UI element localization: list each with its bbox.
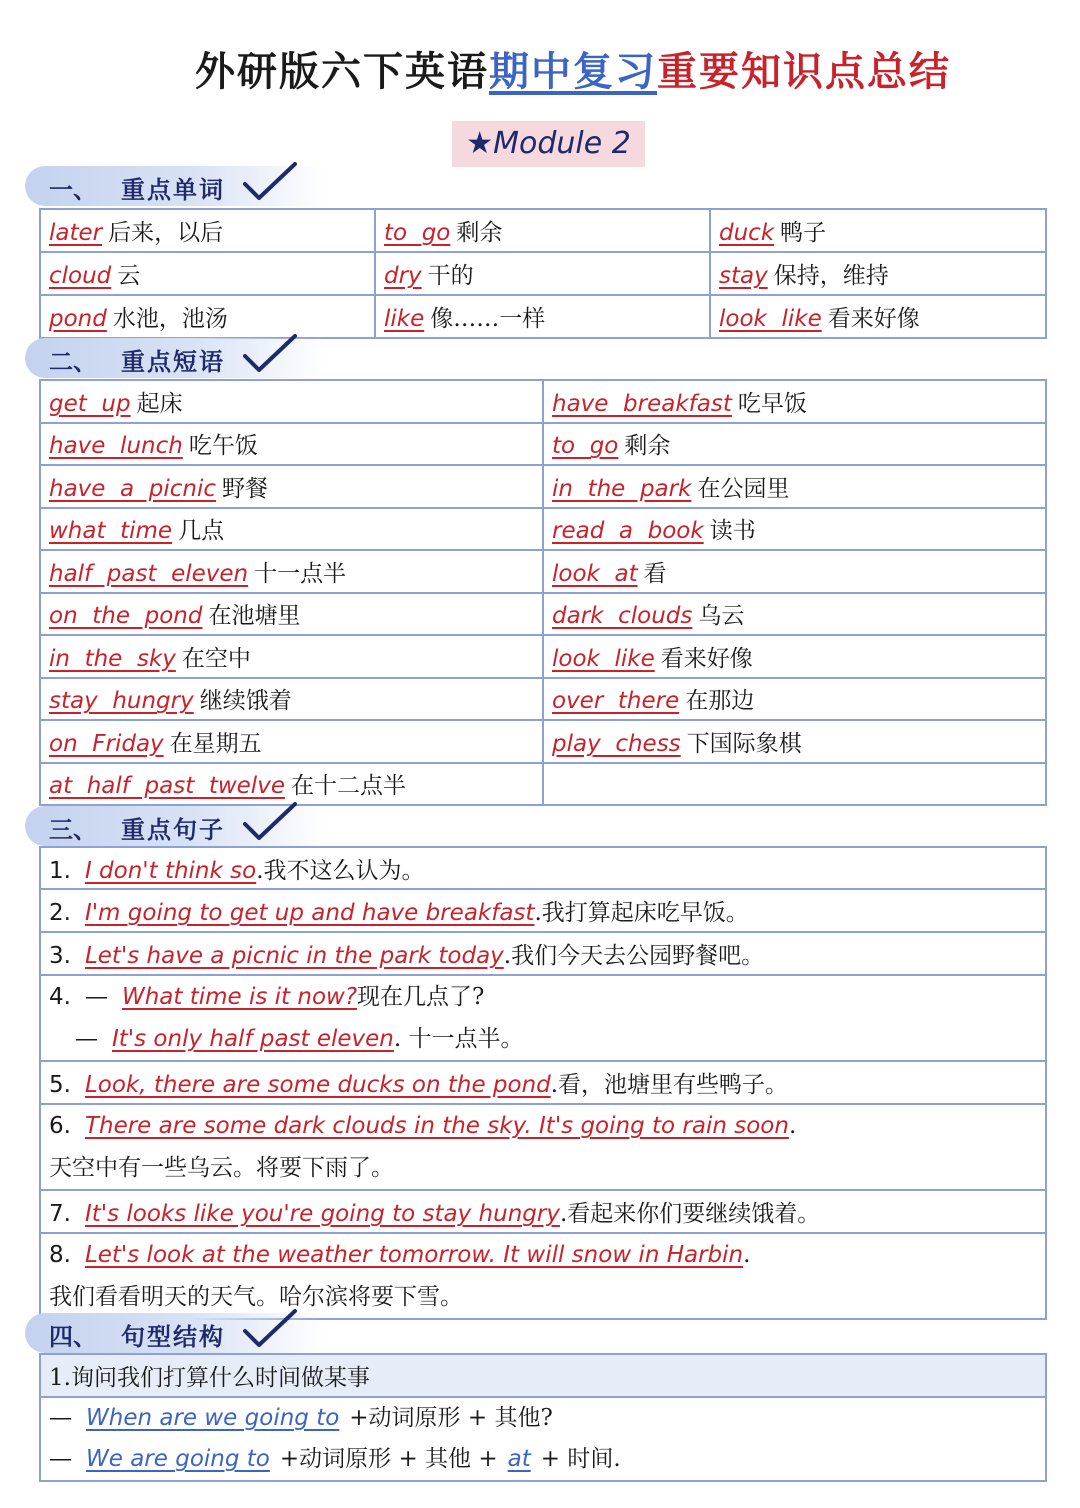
sentence-number: 7. bbox=[49, 1201, 71, 1227]
section-label: 重点单词 bbox=[121, 175, 225, 204]
phrase-zh: 剩余 bbox=[624, 433, 671, 460]
phrases-row bbox=[40, 465, 1046, 508]
word-cell bbox=[710, 209, 1046, 252]
phrase-en: over there bbox=[552, 688, 680, 715]
sentence-zh: . bbox=[743, 1242, 751, 1268]
word-zh: 保持，维持 bbox=[773, 263, 889, 289]
structure-body-row bbox=[40, 1397, 1046, 1481]
word-en: later bbox=[49, 220, 103, 246]
phrase-zh: 野餐 bbox=[222, 475, 269, 502]
phrase-zh: 在那边 bbox=[685, 688, 755, 715]
sentence-zh: .看起来你们要继续饿着。 bbox=[559, 1201, 821, 1227]
phrase-en: dark clouds bbox=[552, 603, 693, 630]
section-number: 一、 bbox=[49, 175, 97, 204]
phrase-en: to go bbox=[552, 433, 619, 460]
sentence-en: It's looks like you're going to stay hungry bbox=[84, 1201, 560, 1227]
section-header-words bbox=[25, 166, 325, 206]
phrase-en: on Friday bbox=[49, 730, 164, 757]
phrases-row bbox=[40, 763, 1046, 806]
sentence-row bbox=[40, 1104, 1046, 1190]
phrase-cell bbox=[543, 423, 1046, 466]
dialogue-dash: — bbox=[84, 984, 108, 1010]
phrases-row bbox=[40, 550, 1046, 593]
phrase-zh: 继续饿着 bbox=[199, 688, 292, 715]
sentence-number: 2. bbox=[49, 900, 71, 926]
word-en: look like bbox=[719, 306, 822, 332]
sentence-zh: 现在几点了? bbox=[357, 984, 485, 1010]
phrase-cell bbox=[543, 720, 1046, 763]
page-title bbox=[195, 40, 951, 97]
word-zh: 剩余 bbox=[456, 220, 503, 246]
word-zh: 看来好像 bbox=[827, 306, 920, 332]
sentence-en: I don't think so bbox=[84, 857, 257, 884]
checkmark-icon bbox=[239, 158, 301, 204]
word-cell bbox=[375, 252, 710, 295]
phrase-zh: 乌云 bbox=[698, 603, 745, 630]
phrase-cell bbox=[40, 465, 543, 508]
phrase-zh: 在十二点半 bbox=[290, 773, 406, 800]
words-row bbox=[40, 295, 1046, 338]
phrase-cell bbox=[543, 508, 1046, 551]
phrase-cell bbox=[40, 508, 543, 551]
phrase-en: have a picnic bbox=[49, 475, 217, 502]
phrases-row bbox=[40, 593, 1046, 636]
structure-heading: 1.询问我们打算什么时间做某事 bbox=[40, 1354, 1046, 1397]
sentence-zh: .我们今天去公园野餐吧。 bbox=[503, 943, 765, 969]
words-row bbox=[40, 209, 1046, 252]
sentence-zh: .看，池塘里有些鸭子。 bbox=[550, 1072, 789, 1098]
phrase-en: on the pond bbox=[49, 603, 203, 630]
phrase-cell bbox=[40, 635, 543, 678]
phrase-cell bbox=[543, 635, 1046, 678]
phrase-zh: 几点 bbox=[178, 518, 225, 545]
phrases-row bbox=[40, 380, 1046, 423]
word-en: dry bbox=[384, 263, 422, 289]
word-en: pond bbox=[49, 306, 107, 332]
word-cell bbox=[40, 295, 375, 338]
sentence-en: Look, there are some ducks on the pond bbox=[84, 1072, 551, 1098]
phrase-zh: 在公园里 bbox=[697, 475, 790, 502]
word-en: cloud bbox=[49, 263, 112, 289]
word-cell bbox=[710, 295, 1046, 338]
phrase-en: what time bbox=[49, 518, 173, 545]
checkmark-icon bbox=[239, 1305, 301, 1351]
word-cell bbox=[40, 209, 375, 252]
word-zh: 水池，池汤 bbox=[112, 306, 228, 332]
phrase-en: have breakfast bbox=[552, 390, 732, 417]
section-label: 重点句子 bbox=[121, 815, 225, 844]
word-zh: 鸭子 bbox=[780, 220, 827, 246]
phrase-cell bbox=[543, 763, 1046, 806]
dialogue-dash: — bbox=[49, 1405, 72, 1431]
phrase-cell bbox=[40, 593, 543, 636]
sentence-number: 4. bbox=[49, 984, 71, 1010]
section-number: 三、 bbox=[49, 815, 97, 844]
phrase-en: read a book bbox=[552, 518, 704, 545]
title-part-1: 外研版六下英语 bbox=[195, 48, 489, 95]
word-cell bbox=[40, 252, 375, 295]
phrases-row bbox=[40, 423, 1046, 466]
phrase-en: get up bbox=[49, 390, 131, 417]
word-zh: 云 bbox=[117, 263, 141, 289]
word-cell bbox=[710, 252, 1046, 295]
phrases-row bbox=[40, 678, 1046, 721]
phrases-row bbox=[40, 508, 1046, 551]
sentence-zh: . 十一点半。 bbox=[393, 1026, 524, 1052]
phrase-cell bbox=[40, 380, 543, 423]
sentence-row bbox=[40, 1233, 1046, 1319]
title-part-3: 重要知识点总结 bbox=[657, 48, 951, 95]
title-part-2: 期中复习 bbox=[489, 48, 657, 95]
sentence-number: 3. bbox=[49, 943, 71, 969]
sentence-row bbox=[40, 889, 1046, 932]
sentence-row bbox=[40, 975, 1046, 1061]
phrase-en: in the sky bbox=[49, 645, 176, 672]
sentence-en: It's only half past eleven bbox=[112, 1026, 394, 1052]
phrase-zh: 在池塘里 bbox=[208, 603, 301, 630]
structure-zh: +动词原形 + 其他? bbox=[349, 1405, 553, 1431]
phrases-row bbox=[40, 635, 1046, 678]
sentence-zh: . bbox=[788, 1113, 797, 1139]
sentence-row bbox=[40, 847, 1046, 889]
phrase-zh: 下国际象棋 bbox=[686, 730, 802, 757]
structure-zh: +动词原形 + 其他 + bbox=[279, 1446, 498, 1472]
phrase-cell bbox=[543, 678, 1046, 721]
section-header-sentences bbox=[25, 806, 325, 846]
phrase-cell bbox=[543, 593, 1046, 636]
dialogue-dash: — bbox=[75, 1026, 98, 1052]
phrase-cell bbox=[543, 550, 1046, 593]
phrase-en: stay hungry bbox=[49, 688, 194, 715]
phrase-zh: 吃早饭 bbox=[737, 390, 807, 417]
word-zh: 像……一样 bbox=[430, 306, 546, 332]
phrases-row bbox=[40, 720, 1046, 763]
word-zh: 干的 bbox=[427, 263, 474, 289]
structure-table bbox=[39, 1353, 1047, 1482]
sentence-zh: .我打算起床吃早饭。 bbox=[534, 900, 749, 926]
structure-en: We are going to bbox=[86, 1446, 270, 1472]
phrase-en: half past eleven bbox=[49, 560, 249, 587]
phrase-cell bbox=[40, 550, 543, 593]
phrase-en: in the park bbox=[552, 475, 692, 502]
phrase-cell bbox=[543, 465, 1046, 508]
word-cell bbox=[375, 209, 710, 252]
sentence-row bbox=[40, 1061, 1046, 1104]
phrase-en: look at bbox=[552, 560, 638, 587]
sentence-en: There are some dark clouds in the sky. It's going to rain soon bbox=[84, 1113, 789, 1139]
sentence-en: Let's have a picnic in the park today bbox=[84, 943, 504, 969]
phrase-en: have lunch bbox=[49, 433, 183, 460]
sentence-number: 5. bbox=[49, 1072, 71, 1098]
phrase-cell bbox=[543, 380, 1046, 423]
sentence-row bbox=[40, 1190, 1046, 1233]
checkmark-icon bbox=[239, 798, 301, 844]
section-header-structures bbox=[25, 1313, 325, 1353]
phrase-zh: 十一点半 bbox=[254, 560, 347, 587]
dialogue-dash: — bbox=[49, 1446, 72, 1472]
phrase-zh: 读书 bbox=[709, 518, 756, 545]
phrase-en: play chess bbox=[552, 730, 681, 757]
sentence-row bbox=[40, 932, 1046, 975]
phrase-en: look like bbox=[552, 645, 655, 672]
word-en: to go bbox=[384, 220, 451, 246]
phrase-cell bbox=[40, 720, 543, 763]
phrase-zh: 在空中 bbox=[181, 645, 251, 672]
phrase-zh: 看 bbox=[643, 560, 667, 587]
phrase-cell bbox=[40, 423, 543, 466]
phrase-en: at half past twelve bbox=[49, 773, 285, 800]
section-number: 四、 bbox=[49, 1322, 97, 1351]
section-number: 二、 bbox=[49, 347, 97, 376]
structure-heading-row bbox=[40, 1354, 1046, 1397]
word-en: stay bbox=[719, 263, 768, 289]
sentence-translation: 天空中有一些乌云。将要下雨了。 bbox=[49, 1155, 394, 1181]
structure-en: at bbox=[507, 1446, 531, 1472]
sentence-number: 6. bbox=[49, 1113, 71, 1139]
section-label: 重点短语 bbox=[121, 347, 225, 376]
sentences-table bbox=[39, 846, 1047, 1320]
phrase-zh: 起床 bbox=[136, 390, 183, 417]
phrase-cell bbox=[40, 678, 543, 721]
checkmark-icon bbox=[239, 330, 301, 376]
sentence-number: 8. bbox=[49, 1242, 71, 1268]
phrases-table bbox=[39, 379, 1047, 806]
section-header-phrases bbox=[25, 338, 325, 378]
sentence-number: 1. bbox=[49, 857, 71, 884]
sentence-en: Let's look at the weather tomorrow. It will snow in Harbin bbox=[84, 1242, 744, 1268]
phrase-zh: 看来好像 bbox=[660, 645, 753, 672]
word-zh: 后来，以后 bbox=[108, 220, 224, 246]
phrase-zh: 吃午饭 bbox=[188, 433, 258, 460]
word-en: duck bbox=[719, 220, 775, 246]
word-en: like bbox=[384, 306, 425, 332]
words-row bbox=[40, 252, 1046, 295]
section-label: 句型结构 bbox=[121, 1322, 225, 1351]
word-cell bbox=[375, 295, 710, 338]
sentence-en: What time is it now? bbox=[121, 984, 358, 1010]
structure-en: When are we going to bbox=[86, 1405, 340, 1431]
phrase-zh: 在星期五 bbox=[169, 730, 262, 757]
sentence-en: I'm going to get up and have breakfast bbox=[84, 900, 535, 926]
structure-zh: + 时间. bbox=[540, 1446, 621, 1472]
words-table bbox=[39, 208, 1047, 339]
sentence-zh: .我不这么认为。 bbox=[256, 857, 425, 884]
sentence-translation: 我们看看明天的天气。哈尔滨将要下雪。 bbox=[49, 1284, 463, 1310]
module-badge: ★Module 2 bbox=[452, 121, 645, 167]
